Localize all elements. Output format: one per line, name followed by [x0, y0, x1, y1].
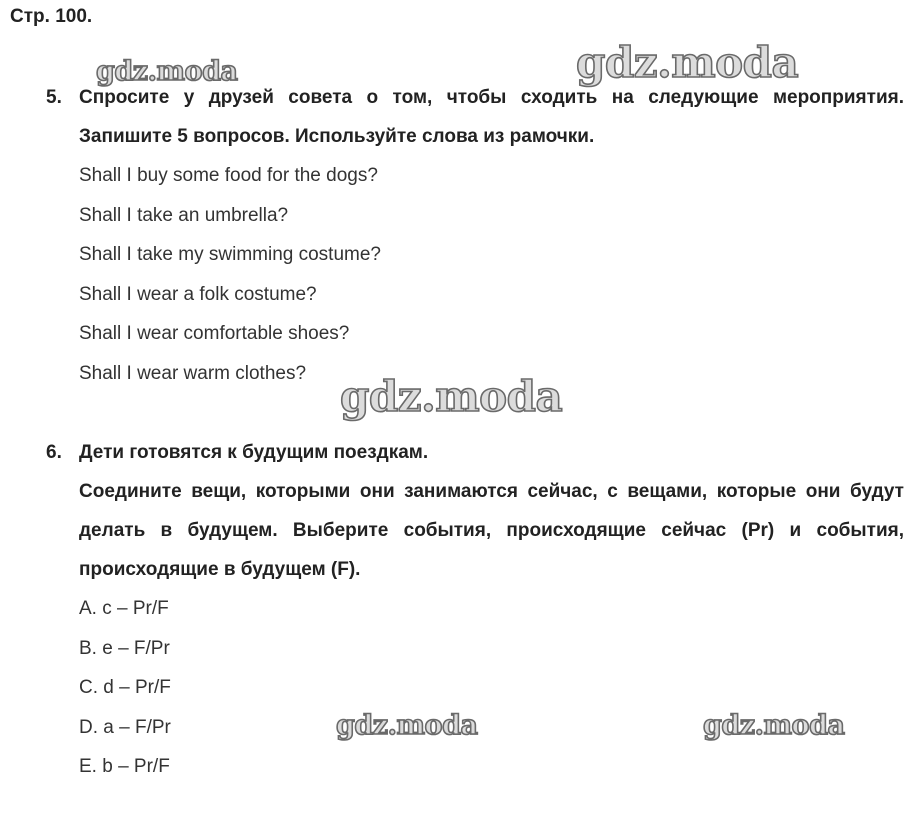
watermark-logo: gdz.moda: [96, 56, 238, 87]
page-number: Стр. 100.: [10, 6, 93, 27]
answer-item: D. a – F/Pr: [79, 716, 171, 738]
task-6-title-line1: Дети готовятся к будущим поездкам.: [79, 442, 429, 463]
answer-item: A. c – Pr/F: [79, 598, 169, 619]
task-5: [46, 78, 904, 394]
answer-item: B. e – F/Pr: [79, 637, 170, 659]
answer-item: Shall I wear comfortable shoes?: [79, 323, 350, 345]
answer-item: Shall I wear warm clothes?: [79, 362, 307, 384]
task-6-number: 6.: [46, 442, 62, 463]
task-5-answers: [46, 156, 904, 394]
task-5-number: 5.: [46, 87, 62, 108]
answer-item: Shall I take my swimming costume?: [79, 244, 381, 266]
watermark-logo: gdz.moda: [703, 710, 845, 741]
task-6-title: Соедините вещи, которыми они занимаются сейчас, с вещами, которые они будут делать в будущем. Выберите события, происходящие сейчас (Pr) и события, происходящие в будущем (F).: [79, 481, 904, 580]
task-5-title: Спросите у друзей совета о том, чтобы сходить на следующие мероприятия. Запишите 5 вопросов. Используйте слова из рамочки.: [79, 87, 904, 147]
task-6-answers: [46, 589, 904, 787]
watermark-logo: gdz.moda: [340, 372, 563, 421]
watermark-logo: gdz.moda: [576, 38, 799, 87]
answer-item: E. b – Pr/F: [79, 756, 170, 778]
answer-item: Shall I buy some food for the dogs?: [79, 165, 378, 186]
answer-item: C. d – Pr/F: [79, 677, 171, 699]
answer-item: Shall I take an umbrella?: [79, 204, 289, 226]
watermark-logo: gdz.moda: [336, 710, 478, 741]
answer-item: Shall I wear a folk costume?: [79, 283, 317, 305]
